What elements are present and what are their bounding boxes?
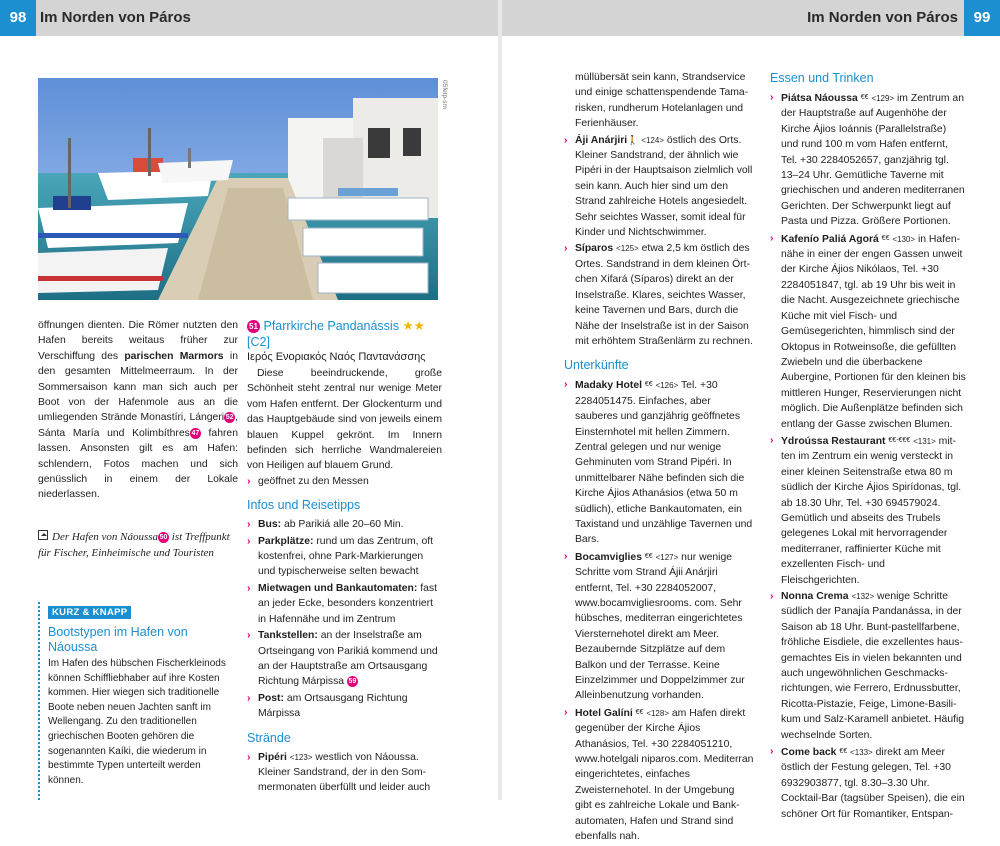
site-description: Diese beeindruckende, große Schönheit steht zentral nur wenige Meter vom Hafen entfernt. Der Glockenturm und das Hauptgebäude sind von jeweils einem blauen Kuppel gekrönt. Im Innern befinden sich herrliche Wandmalereien von Heiligen auf blauem Grund. — [247, 368, 442, 472]
site-number-badge: 51 — [247, 320, 260, 333]
right-header-bar — [502, 0, 1000, 36]
map-ref-badge: 50 — [159, 534, 168, 541]
info-fuel: › Tankstellen: an der Inselstraße am Ortseingang von Parikiá kommend und an der Hauptstraße am Ortsausgang Richtung Márpissa 59 — [247, 630, 438, 688]
left-page-number: 98 — [0, 0, 36, 36]
site-greek-name: Ιερός Ενοριακός Ναός Παντανάσσης — [247, 351, 426, 363]
info-rental: › Mietwagen und Bankautomaten: fast an jeder Ecke, besonders konzentriert in Hafennähe und im Zentrum — [247, 582, 437, 625]
arrow-icon: › — [770, 434, 774, 446]
beach-siparos: › Síparos <125> etwa 2,5 km östlich des Ortes. Sandstrand in dem kleinen Örtchen Xifará (Síparos) direkt an der Inselstraße. Klares, seichtes Wasser, keine Tavernen und Bars, durch die Nähe der Inselstraße ist in der Saison mit erhöhtem Straßenlärm zu rechnen. — [564, 243, 753, 347]
arrow-icon: › — [247, 535, 251, 547]
arrow-icon: › — [247, 692, 251, 704]
beaches-heading: Strände — [247, 730, 291, 745]
accommodation-heading: Unterkünfte — [564, 358, 629, 373]
food-heading: Essen und Trinken — [770, 71, 874, 85]
map-ref-badge: 47 — [191, 429, 200, 437]
site-heading: 51 Pfarrkirche Pandanássis ★★ [C2] — [247, 319, 425, 349]
box-title: Bootstypen im Hafen von Náoussa — [48, 625, 188, 654]
right-running-title: Im Norden von Páros — [807, 9, 958, 26]
left-header-bar — [0, 0, 498, 36]
icecream-nonna-crema: › Nonna Crema <132> wenige Schritte südlich der Panajía Pandanássa, in der Saison ab 18 Uhr. Bunt-pastellfarbene, fröhliche Eisdiele, die exzellentes hausgemachtes Eis in vielen bekannten und auch ungewöhnlichen Geschmacksrichtungen, wie Ferrero, Erdnussbutter, Ricotta-Pistazie, Feige, Limone-Basilikum und Salz-Karamell anbietet. Häufig wechselnde Sorten. — [770, 591, 965, 741]
arrow-icon: › — [247, 475, 251, 487]
right-page-number: 99 — [964, 0, 1000, 36]
map-ref-badge: 59 — [348, 678, 357, 686]
right-page — [502, 0, 1000, 843]
rating-stars-icon: ★★ — [402, 319, 425, 333]
kurz-knapp-badge: KURZ & KNAPP — [48, 606, 131, 619]
caption-arrow-icon — [38, 530, 48, 540]
info-heading: Infos und Reisetipps — [247, 498, 361, 513]
info-parking: › Parkplätze: rund um das Zentrum, oft kostenfrei, ohne Park-Markierungen und typischerweise selten bewacht — [247, 535, 433, 578]
arrow-icon: › — [564, 243, 568, 255]
left-page — [0, 0, 498, 800]
arrow-icon: › — [247, 519, 251, 531]
photo-caption: Der Hafen von Náoussa 50 ist Treffpunkt für Fischer, Einheimische und Touristen — [38, 531, 230, 559]
hotel-madaky: › Madaky Hotel €€ <126> Tel. +30 2284051475. Einfaches, aber sauberes und ganzjährig geöffnetes Einsternhotel mit hellen Zimmern. Zentral gelegen und nur wenige Gehminuten vom Strand Pipéri. In unmittelbarer Nähe befinden sich die Kirche Ájios Athanásios (etwa 50 m südlich), etliche Bankautomaten, ein Taxistand und unzählige Tavernen und Bars. — [564, 379, 753, 546]
arrow-icon: › — [564, 134, 568, 146]
harbor-photo — [38, 78, 438, 300]
restaurant-ydroussa: › Ydroússa Restaurant €€-€€€ <131> mitten im Zentrum ein wenig versteckt in einer kleinen Seitenstraße etwa 80 m südlich der Kirche Ájios Spirídonas, tgl. ab 18.30 Uhr, Tel. +30 694579024. Gemütlich und abseits des Trubels gelegenes Lokal mit hervorragender mediterraner, raffinierter Küche mit exzellenten Fisch- und Fleischgerichten. — [770, 434, 962, 586]
kurz-knapp-box — [38, 602, 238, 800]
beach-piperi: › Pipéri <123> westlich von Náoussa. Kleiner Sandstrand, der in den Sommermonaten überfüllt und leider auch — [247, 751, 431, 794]
arrow-icon: › — [564, 706, 568, 718]
harbor-photo-illustration — [38, 78, 438, 300]
arrow-icon: › — [770, 92, 774, 103]
left-text-column — [38, 318, 238, 503]
harbor-paragraph: öffnungen dienten. Die Römer nutzten den Hafen bereits weitaus früher zur Verschiffung des parischen Marmors in den gesamten Mittelmeerraum. In der Sommersaison kann man sich auch per Boot von der Hafenmole aus an die umliegenden Strände Monastíri, Lángeri 52 , Sánta María und Kolimbíthres 47 fahren lassen. Ansonsten gilt es am Hafen: schlendern, Fotos machen und sich genüsslich in einem der Lokale niederlassen. — [38, 320, 238, 501]
piperi-continuation: müllübersät sein kann, Strandservice und einige schattenspendende Tamarisken, rundherum Hotelanlagen und Ferienhäuser. — [575, 72, 749, 130]
right-column — [770, 70, 966, 823]
restaurant-kafenio: › Kafenío Paliá Agorá €€ <130> in Hafennähe in einer der engen Gassen unweit der Kirche Ájios Nikólaos, Tel. +30 2284051847, tgl. ab 19 Uhr bis weit in die Nacht. Ausgezeichnete griechische Küche mit viel Fisch- und Gemüsegerichten, himmlisch sind der Oktopus in Rotweinsoße, die gefüllten Zwiebeln und die überbackene Aubergine, Portionen für den kleinen bis mittleren Hunger, Reservierungen nicht möglich. Die Außenplätze befinden sich entlang der Gasse zwischen Blumen. — [770, 232, 966, 430]
hotel-bocamviglies: › Bocamviglies €€ <127> nur wenige Schritte vom Strand Ájii Anárjiri entfernt, Tel. +30 2284052007, www.bocamvigliesrooms. com. Sehr hübsches, mediterran eingerichtetes Viersternehotel direkt am Meer. Bezaubernde Sitzplätze auf dem Balkon und der Terrasse. Keine Einzelzimmer und Doppelzimmer zur Alleinbenutzung vorhanden. — [564, 550, 745, 702]
arrow-icon: › — [247, 630, 251, 642]
middle-right-column — [564, 70, 754, 846]
info-bus: › Bus: ab Parikiá alle 20–60 Min. — [247, 517, 442, 532]
family-icon: 🚶 — [627, 134, 639, 145]
arrow-icon: › — [770, 746, 774, 758]
restaurant-piatsa: › Piátsa Náoussa €€ <129> im Zentrum an der Hauptstraße auf Augenhöhe der Kirche Ájios Ioánnis (Parallelstraße) und rund 100 m vom Hafen entfernt, Tel. +30 2284052657, ganzjährig tgl. 13–24 Uhr. Gemütliche Taverne mit griechischen und anderen mediterranen Gerichten. Der Schwerpunkt liegt auf Pasta und Pizza. Größere Portionen. — [770, 92, 965, 228]
photo-credit: 05fetp-sm — [441, 80, 448, 109]
box-text: Im Hafen des hübschen Fischerkleinods können Schiffliebhaber auf ihre Kosten kommen. Hier wiegen sich traditionelle Boote neben neuen Jachten sanft im Wellengang. Zu den traditionellen griechischen Booten gehören die sogenannten Kaíki, die wiederum in bestimmte Typen unterteilt werden können. — [48, 658, 226, 786]
arrow-icon: › — [770, 232, 774, 244]
map-ref-badge: 52 — [225, 414, 234, 422]
hotel-galini: › Hotel Galíni €€ <128> am Hafen direkt gegenüber der Kirche Ájios Athanásios, Tel. +30 2284051210, www.hotelgali niparos.com. Mediterran eingerichtetes, einfaches Zweisternehotel. In der Umgebung gibt es zahlreiche Lokale und Bankautomaten, Hafen und Strand sind ebenfalls nah. — [564, 706, 754, 843]
arrow-icon: › — [770, 591, 774, 602]
middle-left-column — [247, 318, 442, 797]
arrow-icon: › — [247, 751, 251, 763]
arrow-icon: › — [564, 379, 568, 391]
bar-come-back: › Come back €€ <133> direkt am Meer östlich der Festung gelegen, Tel. +30 6932903877, tgl. 8.30–3.30 Uhr. Cocktail-Bar (tagsüber Speisen), die ein schöner Ort für Romantiker, Entspan- — [770, 746, 965, 820]
beach-ajii-anarjiri: › Áji Anárjiri🚶 <124> östlich des Orts. Kleiner Sandstrand, der ähnlich wie Pipéri in der Hauptsaison zielmlich voll sein kann. Auch hier sind um den Strand zahlreiche Hotels angesiedelt. Sehr seichtes Wasser, somit ideal für Kinder und Nichtschwimmer. — [564, 134, 753, 239]
arrow-icon: › — [247, 582, 251, 594]
arrow-icon: › — [564, 550, 568, 562]
left-running-title: Im Norden von Páros — [40, 9, 191, 26]
site-hours: › geöffnet zu den Messen — [247, 474, 442, 489]
info-post: › Post: am Ortsausgang Richtung Márpissa — [247, 692, 408, 720]
